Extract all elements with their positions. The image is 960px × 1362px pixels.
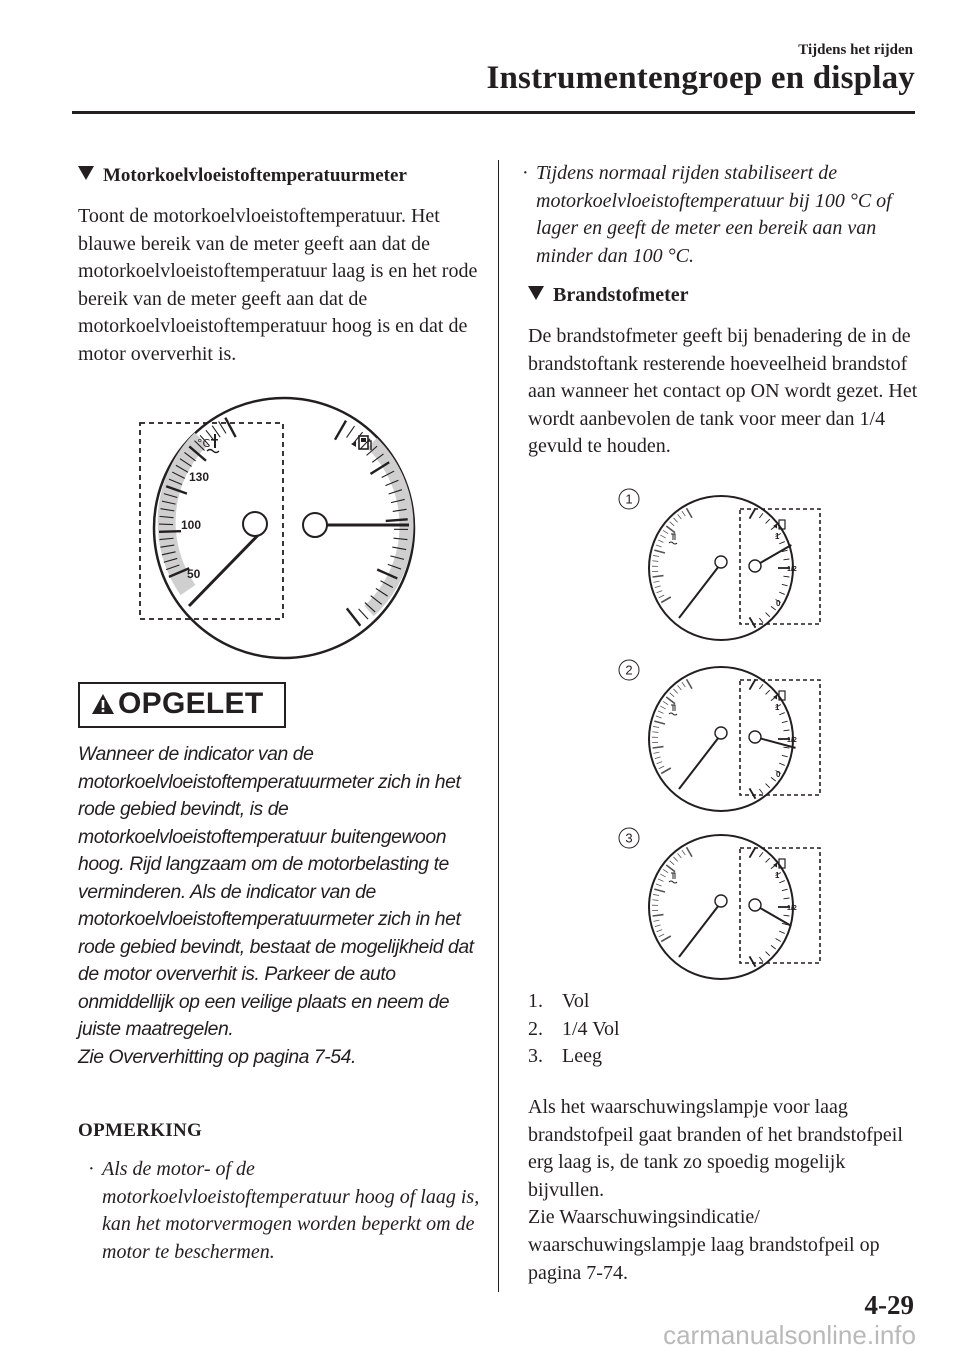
temp-tick (682, 511, 685, 516)
legend-item: 2. 1/4 Vol (528, 1017, 620, 1040)
fuel-tick (750, 679, 756, 689)
temp-tick (674, 689, 678, 693)
fuel-tick (771, 945, 776, 949)
fuel-needle-hub (749, 899, 761, 911)
fuel-tick (783, 559, 789, 560)
note-item-text: Als de motor- of de motorkoelvloeistoftemperatuur hoog of laag is, kan het motorvermogen worden beperkt om de motor te beschermen. (102, 1158, 480, 1263)
temp-tick (653, 915, 664, 916)
fuel-scale-label: 1/2 (787, 566, 797, 573)
fuel-body: De brandstofmeter geeft bij benadering de in de brandstoftank resterende hoeveelheid brandstof aan wanneer het contact op ON wordt gezet. Het wordt aanbevolen de tank voor meer dan 1/4 gevuld te houden. (528, 325, 918, 458)
temp-label-50: 50 (187, 567, 201, 581)
fuel-scale-label: 1 (775, 871, 780, 880)
coolant-body: Toont de motorkoelvloeistoftemperatuur. Het blauwe bereik van de meter geeft aan dat de motorkoelvloeistoftemperatuur laag is en het rode bereik van de meter geeft aan dat de motorkoelvloeistoftemperatuur hoog is en dat de motor oververhit is. (78, 205, 478, 365)
fuel-gauge-figure-quarter (613, 657, 828, 812)
header-rule (72, 111, 915, 114)
temp-tick (666, 697, 675, 704)
note-item-text: Tijdens normaal rijden stabiliseert de motorkoelvloeistoftemperatuur bij 100 °C of lager en geeft de meter een bereik aan van minder dan 100 °C. (536, 162, 892, 267)
temp-tick (655, 586, 661, 588)
temp-tick (225, 418, 235, 437)
coolant-temp-icon (669, 705, 677, 715)
temp-tick (656, 884, 662, 886)
fuel-scale-label: 1 (775, 703, 780, 712)
temp-needle (679, 905, 719, 957)
temp-tick (655, 757, 661, 759)
temp-tick (670, 693, 674, 697)
caution-text: Wanneer de indicator van de motorkoelvloeistoftemperatuurmeter zich in het rode gebied bevindt, is de motorkoelvloeistoftemperatuur buitengewoon hoog. Rijd langzaam om de motorbelasting te verminderen. Als de indicator van de motorkoelvloeistoftemperatuurmeter zich in het rode gebied bevindt, bestaat de mogelijkheid dat de motor oververhit is. Parkeer de auto onmiddellijk op een veilige plaats en neem de juiste maatregelen. (78, 743, 474, 1040)
temp-tick (663, 701, 668, 704)
temp-tick (660, 706, 665, 709)
fuel-tick (335, 421, 346, 440)
fuel-tick (766, 952, 770, 956)
fuel-heading (528, 284, 689, 307)
figure-number: 1 (625, 491, 633, 507)
fuel-tick (776, 939, 781, 942)
caution-body (78, 741, 488, 1071)
temp-tick (659, 934, 664, 937)
fuel-tick (766, 858, 770, 862)
caution-label: OPGELET (118, 687, 264, 720)
temp-tick (656, 545, 662, 547)
fuel-tick (359, 609, 368, 619)
fuel-tick (386, 519, 408, 521)
temp-tick (657, 762, 663, 764)
note-item (88, 1156, 482, 1266)
legend-label: Vol (562, 990, 590, 1012)
temp-tick (659, 766, 664, 769)
temp-tick (654, 550, 665, 553)
temp-tick (652, 561, 658, 562)
fuel-tick (783, 915, 789, 916)
fuel-tick (779, 931, 785, 933)
temp-tick (653, 576, 664, 577)
temp-tick (661, 768, 671, 774)
temp-tick (663, 869, 668, 872)
temp-tick (687, 847, 693, 857)
temp-label-100: 100 (181, 518, 202, 532)
temp-tick (682, 850, 685, 855)
fuel-tick (759, 618, 763, 623)
triangle-bullet-icon (78, 166, 94, 180)
temp-tick (652, 732, 658, 733)
temp-tick (654, 752, 660, 753)
fuel-tick (783, 730, 789, 731)
temp-tick (654, 721, 665, 724)
temp-tick (657, 591, 663, 593)
fuel-scale-label: 0 (776, 599, 781, 608)
fuel-tick (782, 889, 788, 891)
fuel-warning-reference-link[interactable]: Zie Waarschuwingsindicatie/ waarschuwingslampje laag brandstofpeil op pagina 7-74. (528, 1206, 880, 1284)
temp-tick (682, 682, 685, 687)
fuel-tick (779, 592, 785, 594)
fuel-tick (779, 881, 785, 883)
fuel-warning-body (528, 1094, 920, 1287)
note-label: OPMERKING (78, 1120, 203, 1141)
legend-item: 3. Leeg (528, 1045, 602, 1067)
bullet-dot-icon: · (88, 1158, 95, 1180)
fuel-tick (750, 617, 756, 627)
coolant-heading-text: Motorkoelvloeistoftemperatuurmeter (103, 165, 407, 186)
fuel-warning-text: Als het waarschuwingslampje voor laag brandstofpeil gaat branden of het brandstofpeil erg laag is, de tank zo spoedig mogelijk bijvullen. (528, 1096, 903, 1201)
fuel-tick (766, 784, 770, 788)
fuel-tick (766, 613, 770, 617)
fuel-tick (782, 755, 788, 757)
temp-label-130: 130 (189, 470, 210, 484)
fuel-tick (750, 788, 756, 798)
fuel-tick (759, 957, 763, 962)
temp-tick (159, 531, 181, 532)
fuel-scale-label: 1 (775, 532, 780, 541)
fuel-needle-hub (303, 513, 327, 537)
temp-tick (655, 925, 661, 927)
temp-tick (666, 865, 675, 872)
temp-tick (687, 679, 693, 689)
temp-tick (653, 747, 664, 748)
fuel-tick (750, 508, 756, 518)
fuel-tick (779, 713, 785, 715)
temp-tick (658, 540, 663, 542)
fuel-heading-text: Brandstofmeter (553, 284, 689, 306)
temp-tick (657, 930, 663, 932)
temp-tick (656, 716, 662, 718)
legend-item: 1. Vol (528, 990, 590, 1012)
coolant-temp-icon (197, 434, 219, 453)
legend-label: 1/4 Vol (562, 1017, 620, 1040)
temp-needle-hub (715, 727, 727, 739)
temp-tick (654, 920, 660, 921)
warning-triangle-icon (91, 693, 115, 715)
temp-needle (679, 737, 719, 789)
fuel-tick (766, 690, 770, 694)
temp-tick (661, 597, 671, 603)
temp-tick (661, 936, 671, 942)
note-item (522, 160, 916, 270)
fuel-scale-label: 1/2 (787, 737, 797, 744)
temp-needle-hub (715, 895, 727, 907)
fuel-gauge-figure-empty (613, 825, 828, 980)
fuel-tick (750, 847, 756, 857)
fuel-tick (766, 519, 770, 523)
temp-tick (652, 900, 658, 901)
temp-tick (674, 518, 678, 522)
temp-tick (678, 514, 682, 519)
column-divider (498, 160, 499, 1292)
triangle-bullet-icon (528, 286, 544, 300)
temp-tick (659, 595, 664, 598)
caution-reference-link[interactable]: Zie Oververhitting op pagina 7-54. (78, 1045, 356, 1068)
fuel-tick (783, 898, 789, 899)
fuel-needle-hub (749, 731, 761, 743)
temp-tick (670, 522, 674, 526)
temp-tick (678, 853, 682, 858)
coolant-temp-icon (669, 873, 677, 883)
fuel-tick (759, 852, 763, 857)
coolant-temp-icon (669, 534, 677, 544)
temp-needle-hub (715, 556, 727, 568)
fuel-tick (759, 684, 763, 689)
page-title: Instrumentengroep en display (486, 60, 915, 96)
watermark: carmanualsonline.info (663, 1320, 916, 1350)
bullet-dot-icon: · (522, 162, 529, 184)
temp-tick (212, 426, 220, 437)
temp-tick (678, 685, 682, 690)
temp-tick (660, 535, 665, 538)
fuel-scale-label: 0 (776, 770, 781, 779)
fuel-tick (347, 608, 361, 625)
temp-tick (653, 894, 659, 895)
fuel-tick (783, 747, 789, 748)
fuel-tick (759, 513, 763, 518)
fuel-scale-label: 1/2 (787, 905, 797, 912)
svg-text:°C: °C (197, 437, 211, 450)
coolant-gauge-figure (137, 392, 437, 664)
figure-number: 3 (625, 830, 633, 846)
fuel-tick (782, 584, 788, 586)
running-header-section: Tijdens het rijden (798, 42, 913, 58)
fuel-tick (779, 542, 785, 544)
temp-tick (666, 526, 675, 533)
coolant-heading (78, 165, 407, 187)
temp-tick (670, 861, 674, 865)
temp-needle (679, 566, 719, 618)
fuel-tick (782, 721, 788, 723)
fuel-tick (779, 763, 785, 765)
temp-tick (653, 726, 659, 727)
figure-number: 2 (625, 662, 633, 678)
fuel-tick (759, 789, 763, 794)
temp-tick (654, 581, 660, 582)
temp-needle (189, 528, 265, 606)
fuel-tick (783, 576, 789, 577)
temp-tick (658, 711, 663, 713)
fuel-scale-ticks (335, 421, 408, 626)
fuel-tick (347, 426, 355, 438)
fuel-tick (750, 956, 756, 966)
fuel-gauge-figure-full (613, 486, 828, 641)
temp-needle-hub (243, 512, 267, 536)
temp-tick (660, 874, 665, 877)
temp-tick (654, 889, 665, 892)
temp-tick (663, 530, 668, 533)
fuel-needle-hub (749, 560, 761, 572)
legend-label: Leeg (562, 1045, 602, 1067)
temp-tick (674, 857, 678, 861)
page-number: 4-29 (864, 1290, 914, 1320)
fuel-figure-legend (528, 988, 620, 1071)
temp-tick (687, 508, 693, 518)
temp-tick (653, 555, 659, 556)
temp-tick (658, 879, 663, 881)
